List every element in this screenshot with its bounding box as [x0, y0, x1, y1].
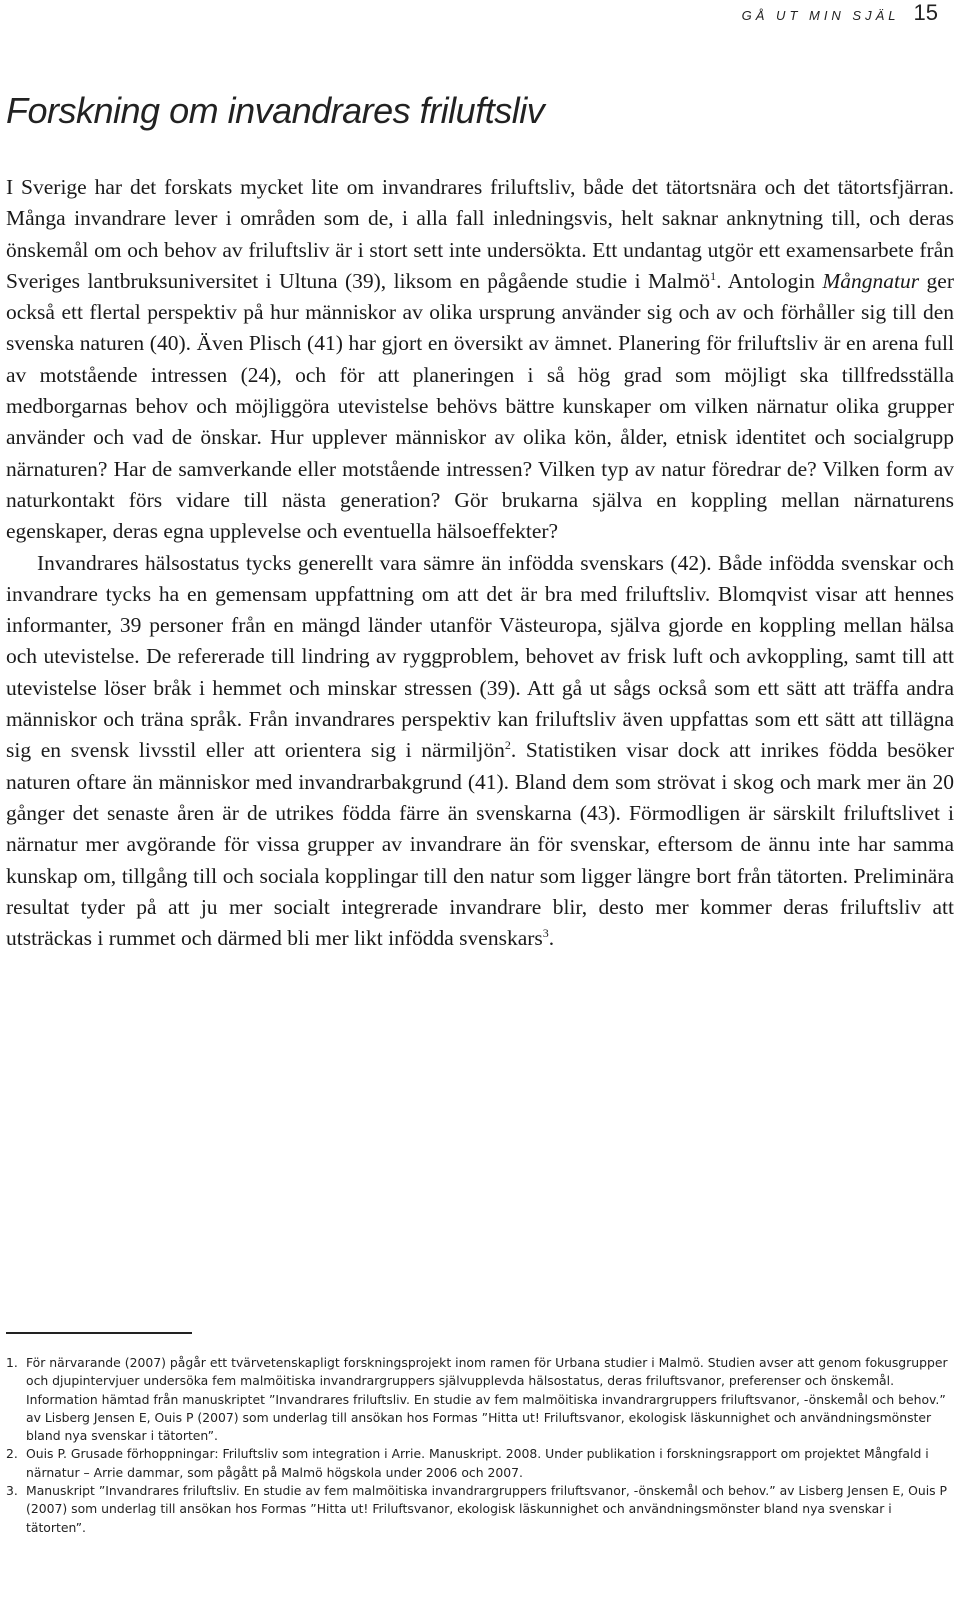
paragraph-2-text-a: Invandrares hälsostatus tycks generellt vara sämre än infödda svenskars (42). Både infödda svenskar och invandrare tycks ha en gemensam uppfattning om att det är bra med friluftsliv. Blomqvist visar att hennes informanter, 39 personer från en mängd länder utanför Västeuropa, själva gjorde en koppling mellan hälsa och utevistelse. De refererade till lindring av ryggproblem, behovet av frisk luft och avkoppling, samt till att utevistelse löser bråk i hemmet och minskar stressen (39). Att gå ut sågs också som ett sätt att träffa andra människor och träna språk. Från invandrares perspektiv kan friluftsliv även uppfattas som ett sätt att tillägna sig en svensk livsstil eller att orientera sig i närmiljön [6, 550, 954, 763]
footnote-2 [6, 1445, 954, 1482]
footnote-text: Ouis P. Grusade förhoppningar: Friluftsliv som integration i Arrie. Manuskript. 2008. Under publikation i forskningsrapport om projektet Mångfald i närnatur – Arrie dammar, som pågått på Malmö högskola under 2006 och 2007. [26, 1446, 929, 1480]
footnote-number: 3. [6, 1483, 18, 1499]
footnote-ref-3[interactable]: 3 [542, 926, 549, 941]
body-text [6, 172, 954, 954]
footnote-number: 2. [6, 1446, 18, 1462]
page-header [742, 0, 938, 30]
paragraph-1-text-c: ger också ett flertal perspektiv på hur människor av olika ursprung använder sig och av och förhåller sig till den svenska naturen (40). Även Plisch (41) har gjort en översikt av ämnet. Planering för friluftsliv är en arena full av motstående intressen (24), och för att planeringen i så hög grad som möjligt ska tillfredsställa medborgarnas behov och möjliggöra utevistelse behövs bättre kunskaper om vilken närnatur olika grupper använder och vad de önskar. Hur upplever människor av olika kön, ålder, etnisk identitet och socialgrupp närnaturen? Har de samverkande eller motstående intressen? Vilken typ av natur föredrar de? Vilken form av naturkontakt förs vidare till nästa generation? Gör brukarna själva en koppling mellan närnaturens egenskaper, deras egna upplevelse och eventuella hälsoeffekter? [6, 268, 955, 544]
footnote-3 [6, 1482, 954, 1537]
running-head: GÅ UT MIN SJÄL [741, 8, 900, 23]
paragraph-1 [6, 172, 954, 548]
section-title: Forskning om invandrares friluftsliv [6, 90, 545, 131]
footnote-divider [6, 1332, 192, 1334]
paragraph-1-text-a: I Sverige har det forskats mycket lite om invandrares friluftsliv, både det tätortsnära och det tätortsfjärran. Många invandrare lever i områden som de, i alla fall inledningsvis, helt saknar anknytning till, och deras önskemål om och behov av friluftsliv är i stort sett inte undersökta. Ett undantag utgör ett examensarbete från Sveriges lantbruksuniversitet i Ultuna (39), liksom en pågående studie i Malmö [6, 175, 954, 293]
paragraph-2 [6, 548, 954, 955]
paragraph-2-text-c: . [548, 926, 555, 951]
footnote-text: Manuskript ”Invandrares friluftsliv. En studie av fem malmöitiska invandrargruppers friluftsvanor, -önskemål och behov.” av Lisberg Jensen E, Ouis P (2007) som underlag till ansökan hos Formas ”Hitta ut! Friluftsvanor, ekologisk läskunnighet och användningsmönster bland nya svenskar i tätorten”. [26, 1483, 948, 1535]
page-number: 15 [913, 0, 938, 25]
footnote-ref-1[interactable]: 1 [710, 268, 717, 283]
paragraph-2-text-b: . Statistiken visar dock att inrikes födda besöker naturen oftare än människor med invandrarbakgrund (41). Bland dem som strövat i skog och mark mer än 20 gånger det senaste åren är de utrikes födda färre än svenskarna (43). Förmodligen är särskilt friluftslivet i närnatur mer avgörande för vissa grupper av invandrare än för svenskar, eftersom de ännu inte har samma kunskap om, tillgång till och sociala kopplingar till den natur som ligger längre bort från tätorten. Preliminära resultat tyder på att ju mer socialt integrerade invandrare blir, desto mer kommer deras friluftsliv att utsträckas i rummet och därmed bli mer likt infödda svenskars [6, 738, 954, 951]
footnote-ref-2[interactable]: 2 [504, 738, 511, 753]
book-title-mangnatur: Mångnatur [822, 268, 920, 293]
footnote-text: För närvarande (2007) pågår ett tvärvetenskapligt forskningsprojekt inom ramen för Urbana studier i Malmö. Studien avser att genom fokusgrupper och djupintervjuer undersöka fem malmöitiska invandrargruppers självupplevda hälsostatus, deras friluftsvanor, preferenser och önskemål. Information hämtad från manuskriptet ”Invandrares friluftsliv. En studie av fem malmöitiska invandrargruppers friluftsvanor, -önskemål och behov.” av Lisberg Jensen E, Ouis P (2007) som underlag till ansökan hos Formas ”Hitta ut! Friluftsvanor, ekologisk läskunnighet och användningsmönster bland nya svenskar i tätorten”. [26, 1355, 948, 1444]
footnotes-list [6, 1354, 954, 1537]
footnote-1 [6, 1354, 954, 1445]
footnote-number: 1. [6, 1355, 18, 1370]
paragraph-1-text-b: . Antologin [716, 268, 823, 293]
